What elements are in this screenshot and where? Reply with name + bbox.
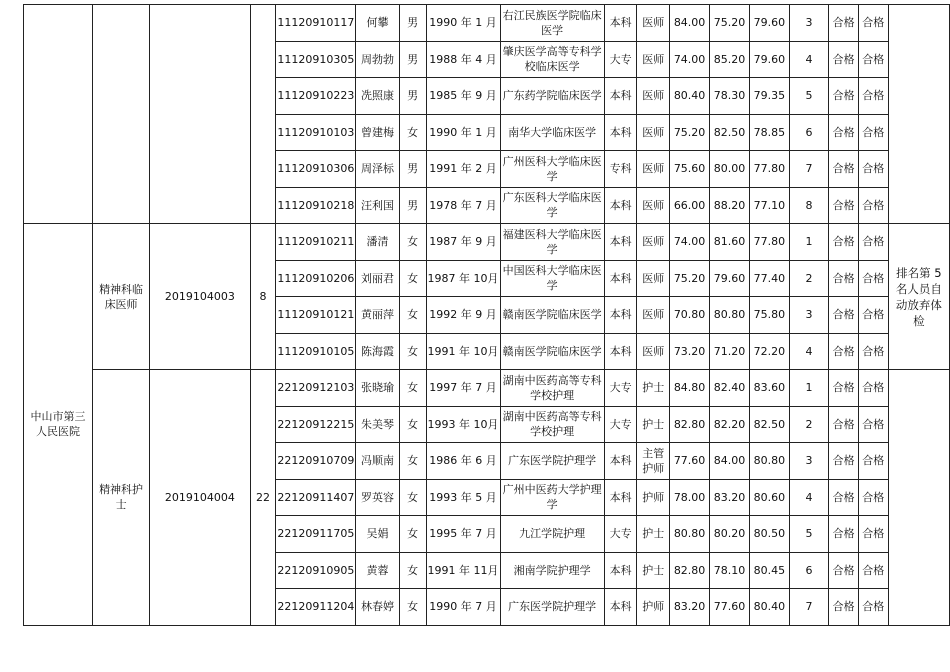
education-cell: 本科	[604, 552, 637, 589]
result-cell: 合格	[858, 187, 888, 224]
school-major-cell: 九江学院护理	[500, 516, 604, 553]
education-cell: 本科	[604, 5, 637, 42]
birth-cell: 1990 年 1 月	[426, 114, 500, 151]
name-cell: 朱美琴	[356, 406, 399, 443]
sex-cell: 男	[399, 5, 426, 42]
interview-score-cell: 80.20	[710, 516, 750, 553]
result-cell: 合格	[829, 260, 859, 297]
rank-cell: 6	[789, 114, 828, 151]
school-major-cell: 赣南医学院临床医学	[500, 333, 604, 370]
total-score-cell: 83.60	[749, 370, 789, 407]
written-score-cell: 75.20	[670, 260, 710, 297]
school-major-cell: 中国医科大学临床医学	[500, 260, 604, 297]
title-cell: 医师	[637, 41, 670, 78]
exam-id-cell: 11120910223	[276, 78, 356, 115]
total-score-cell: 77.80	[749, 151, 789, 188]
result-cell: 合格	[829, 297, 859, 334]
written-score-cell: 75.60	[670, 151, 710, 188]
hospital-cell	[24, 5, 93, 224]
sex-cell: 女	[399, 479, 426, 516]
name-cell: 周勃勃	[356, 41, 399, 78]
title-cell: 护士	[637, 516, 670, 553]
school-major-cell: 广州中医药大学护理学	[500, 479, 604, 516]
exam-id-cell: 22120910709	[276, 443, 356, 480]
quota-cell	[250, 5, 276, 224]
written-score-cell: 70.80	[670, 297, 710, 334]
rank-cell: 5	[789, 516, 828, 553]
rank-cell: 8	[789, 187, 828, 224]
exam-id-cell: 11120910211	[276, 224, 356, 261]
written-score-cell: 74.00	[670, 224, 710, 261]
interview-score-cell: 83.20	[710, 479, 750, 516]
rank-cell: 4	[789, 479, 828, 516]
sex-cell: 女	[399, 114, 426, 151]
result-cell: 合格	[829, 114, 859, 151]
birth-cell: 1991 年 11月	[426, 552, 500, 589]
result-cell: 合格	[858, 114, 888, 151]
title-cell: 医师	[637, 333, 670, 370]
result-cell: 合格	[829, 516, 859, 553]
note-cell	[888, 5, 949, 224]
education-cell: 本科	[604, 187, 637, 224]
name-cell: 黄蓉	[356, 552, 399, 589]
exam-id-cell: 22120912215	[276, 406, 356, 443]
rank-cell: 4	[789, 333, 828, 370]
position-cell	[92, 5, 149, 224]
rank-cell: 4	[789, 41, 828, 78]
birth-cell: 1993 年 5 月	[426, 479, 500, 516]
table-row	[24, 5, 950, 42]
result-cell: 合格	[829, 443, 859, 480]
birth-cell: 1978 年 7 月	[426, 187, 500, 224]
education-cell: 大专	[604, 516, 637, 553]
written-score-cell: 66.00	[670, 187, 710, 224]
result-cell: 合格	[829, 187, 859, 224]
education-cell: 本科	[604, 260, 637, 297]
result-cell: 合格	[858, 552, 888, 589]
interview-score-cell: 81.60	[710, 224, 750, 261]
sex-cell: 男	[399, 187, 426, 224]
result-cell: 合格	[829, 370, 859, 407]
interview-score-cell: 79.60	[710, 260, 750, 297]
school-major-cell: 福建医科大学临床医学	[500, 224, 604, 261]
birth-cell: 1988 年 4 月	[426, 41, 500, 78]
birth-cell: 1985 年 9 月	[426, 78, 500, 115]
written-score-cell: 75.20	[670, 114, 710, 151]
total-score-cell: 80.40	[749, 589, 789, 626]
education-cell: 本科	[604, 479, 637, 516]
exam-id-cell: 11120910105	[276, 333, 356, 370]
sex-cell: 男	[399, 78, 426, 115]
interview-score-cell: 80.00	[710, 151, 750, 188]
birth-cell: 1993 年 10月	[426, 406, 500, 443]
birth-cell: 1992 年 9 月	[426, 297, 500, 334]
school-major-cell: 右江民族医学院临床医学	[500, 5, 604, 42]
position-cell: 精神科护士	[92, 370, 149, 626]
name-cell: 林春婷	[356, 589, 399, 626]
name-cell: 周泽标	[356, 151, 399, 188]
birth-cell: 1987 年 9 月	[426, 224, 500, 261]
education-cell: 本科	[604, 224, 637, 261]
title-cell: 医师	[637, 260, 670, 297]
result-cell: 合格	[858, 5, 888, 42]
result-cell: 合格	[858, 260, 888, 297]
title-cell: 医师	[637, 78, 670, 115]
name-cell: 汪利国	[356, 187, 399, 224]
education-cell: 本科	[604, 78, 637, 115]
title-cell: 医师	[637, 114, 670, 151]
note-cell	[888, 370, 949, 626]
result-cell: 合格	[829, 406, 859, 443]
interview-score-cell: 82.20	[710, 406, 750, 443]
title-cell: 医师	[637, 224, 670, 261]
name-cell: 罗英容	[356, 479, 399, 516]
interview-score-cell: 84.00	[710, 443, 750, 480]
school-major-cell: 肇庆医学高等专科学校临床医学	[500, 41, 604, 78]
total-score-cell: 77.40	[749, 260, 789, 297]
result-cell: 合格	[858, 443, 888, 480]
school-major-cell: 湖南中医药高等专科学校护理	[500, 406, 604, 443]
result-cell: 合格	[829, 589, 859, 626]
exam-id-cell: 22120910905	[276, 552, 356, 589]
school-major-cell: 广东药学院临床医学	[500, 78, 604, 115]
sex-cell: 女	[399, 516, 426, 553]
result-cell: 合格	[858, 589, 888, 626]
total-score-cell: 80.50	[749, 516, 789, 553]
rank-cell: 2	[789, 406, 828, 443]
school-major-cell: 湘南学院护理学	[500, 552, 604, 589]
title-cell: 医师	[637, 151, 670, 188]
education-cell: 本科	[604, 333, 637, 370]
education-cell: 本科	[604, 114, 637, 151]
birth-cell: 1997 年 7 月	[426, 370, 500, 407]
written-score-cell: 77.60	[670, 443, 710, 480]
sex-cell: 女	[399, 224, 426, 261]
rank-cell: 3	[789, 297, 828, 334]
rank-cell: 3	[789, 443, 828, 480]
written-score-cell: 82.80	[670, 406, 710, 443]
table-row	[24, 224, 950, 261]
total-score-cell: 77.80	[749, 224, 789, 261]
total-score-cell: 75.80	[749, 297, 789, 334]
total-score-cell: 80.60	[749, 479, 789, 516]
interview-score-cell: 82.50	[710, 114, 750, 151]
result-cell: 合格	[858, 41, 888, 78]
sex-cell: 男	[399, 151, 426, 188]
education-cell: 大专	[604, 370, 637, 407]
result-cell: 合格	[858, 516, 888, 553]
quota-cell: 8	[250, 224, 276, 370]
result-cell: 合格	[858, 78, 888, 115]
rank-cell: 7	[789, 151, 828, 188]
written-score-cell: 84.80	[670, 370, 710, 407]
name-cell: 冼照康	[356, 78, 399, 115]
hospital-cell: 中山市第三人民医院	[24, 224, 93, 626]
written-score-cell: 73.20	[670, 333, 710, 370]
title-cell: 医师	[637, 5, 670, 42]
name-cell: 何攀	[356, 5, 399, 42]
result-cell: 合格	[858, 333, 888, 370]
birth-cell: 1986 年 6 月	[426, 443, 500, 480]
table-row	[24, 370, 950, 407]
post-code-cell: 2019104004	[150, 370, 250, 626]
result-cell: 合格	[829, 5, 859, 42]
result-cell: 合格	[858, 297, 888, 334]
result-cell: 合格	[829, 151, 859, 188]
name-cell: 冯顺南	[356, 443, 399, 480]
interview-score-cell: 85.20	[710, 41, 750, 78]
title-cell: 护士	[637, 370, 670, 407]
sex-cell: 女	[399, 333, 426, 370]
name-cell: 张晓瑜	[356, 370, 399, 407]
sex-cell: 女	[399, 297, 426, 334]
result-cell: 合格	[829, 41, 859, 78]
written-score-cell: 83.20	[670, 589, 710, 626]
exam-id-cell: 11120910218	[276, 187, 356, 224]
school-major-cell: 广东医学院护理学	[500, 443, 604, 480]
total-score-cell: 78.85	[749, 114, 789, 151]
name-cell: 吴娟	[356, 516, 399, 553]
sex-cell: 女	[399, 443, 426, 480]
name-cell: 黄丽萍	[356, 297, 399, 334]
result-cell: 合格	[829, 224, 859, 261]
rank-cell: 5	[789, 78, 828, 115]
interview-score-cell: 78.30	[710, 78, 750, 115]
results-table	[23, 4, 950, 626]
result-cell: 合格	[829, 333, 859, 370]
school-major-cell: 赣南医学院临床医学	[500, 297, 604, 334]
rank-cell: 7	[789, 589, 828, 626]
total-score-cell: 82.50	[749, 406, 789, 443]
sex-cell: 女	[399, 552, 426, 589]
total-score-cell: 79.60	[749, 41, 789, 78]
written-score-cell: 78.00	[670, 479, 710, 516]
result-cell: 合格	[829, 479, 859, 516]
result-cell: 合格	[829, 78, 859, 115]
interview-score-cell: 77.60	[710, 589, 750, 626]
exam-id-cell: 22120911705	[276, 516, 356, 553]
school-major-cell: 南华大学临床医学	[500, 114, 604, 151]
post-code-cell	[150, 5, 250, 224]
title-cell: 护师	[637, 479, 670, 516]
birth-cell: 1991 年 10月	[426, 333, 500, 370]
total-score-cell: 79.60	[749, 5, 789, 42]
birth-cell: 1987 年 10月	[426, 260, 500, 297]
birth-cell: 1990 年 1 月	[426, 5, 500, 42]
name-cell: 潘清	[356, 224, 399, 261]
written-score-cell: 80.80	[670, 516, 710, 553]
exam-id-cell: 11120910305	[276, 41, 356, 78]
position-cell: 精神科临床医师	[92, 224, 149, 370]
school-major-cell: 广东医科大学临床医学	[500, 187, 604, 224]
rank-cell: 6	[789, 552, 828, 589]
exam-id-cell: 11120910121	[276, 297, 356, 334]
sex-cell: 女	[399, 370, 426, 407]
name-cell: 刘丽君	[356, 260, 399, 297]
sex-cell: 女	[399, 589, 426, 626]
rank-cell: 3	[789, 5, 828, 42]
education-cell: 本科	[604, 589, 637, 626]
note-cell: 排名第 5 名人员自动放弃体检	[888, 224, 949, 370]
interview-score-cell: 75.20	[710, 5, 750, 42]
exam-id-cell: 11120910206	[276, 260, 356, 297]
total-score-cell: 77.10	[749, 187, 789, 224]
exam-id-cell: 11120910117	[276, 5, 356, 42]
name-cell: 曾建梅	[356, 114, 399, 151]
interview-score-cell: 88.20	[710, 187, 750, 224]
written-score-cell: 74.00	[670, 41, 710, 78]
interview-score-cell: 78.10	[710, 552, 750, 589]
results-table-body	[24, 5, 950, 626]
total-score-cell: 80.45	[749, 552, 789, 589]
title-cell: 医师	[637, 297, 670, 334]
title-cell: 主管护师	[637, 443, 670, 480]
result-cell: 合格	[858, 151, 888, 188]
education-cell: 大专	[604, 41, 637, 78]
exam-id-cell: 22120912103	[276, 370, 356, 407]
post-code-cell: 2019104003	[150, 224, 250, 370]
school-major-cell: 湖南中医药高等专科学校护理	[500, 370, 604, 407]
sex-cell: 女	[399, 406, 426, 443]
interview-score-cell: 80.80	[710, 297, 750, 334]
sex-cell: 女	[399, 260, 426, 297]
sex-cell: 男	[399, 41, 426, 78]
written-score-cell: 80.40	[670, 78, 710, 115]
title-cell: 护士	[637, 406, 670, 443]
result-cell: 合格	[858, 224, 888, 261]
rank-cell: 2	[789, 260, 828, 297]
exam-id-cell: 11120910103	[276, 114, 356, 151]
title-cell: 医师	[637, 187, 670, 224]
title-cell: 护师	[637, 589, 670, 626]
result-cell: 合格	[858, 406, 888, 443]
title-cell: 护士	[637, 552, 670, 589]
school-major-cell: 广州医科大学临床医学	[500, 151, 604, 188]
exam-id-cell: 22120911407	[276, 479, 356, 516]
rank-cell: 1	[789, 224, 828, 261]
birth-cell: 1991 年 2 月	[426, 151, 500, 188]
total-score-cell: 80.80	[749, 443, 789, 480]
birth-cell: 1990 年 7 月	[426, 589, 500, 626]
written-score-cell: 82.80	[670, 552, 710, 589]
education-cell: 大专	[604, 406, 637, 443]
school-major-cell: 广东医学院护理学	[500, 589, 604, 626]
exam-id-cell: 11120910306	[276, 151, 356, 188]
total-score-cell: 72.20	[749, 333, 789, 370]
written-score-cell: 84.00	[670, 5, 710, 42]
birth-cell: 1995 年 7 月	[426, 516, 500, 553]
total-score-cell: 79.35	[749, 78, 789, 115]
result-cell: 合格	[858, 479, 888, 516]
name-cell: 陈海霞	[356, 333, 399, 370]
education-cell: 专科	[604, 151, 637, 188]
interview-score-cell: 82.40	[710, 370, 750, 407]
rank-cell: 1	[789, 370, 828, 407]
interview-score-cell: 71.20	[710, 333, 750, 370]
quota-cell: 22	[250, 370, 276, 626]
result-cell: 合格	[858, 370, 888, 407]
education-cell: 本科	[604, 443, 637, 480]
education-cell: 本科	[604, 297, 637, 334]
result-cell: 合格	[829, 552, 859, 589]
exam-id-cell: 22120911204	[276, 589, 356, 626]
